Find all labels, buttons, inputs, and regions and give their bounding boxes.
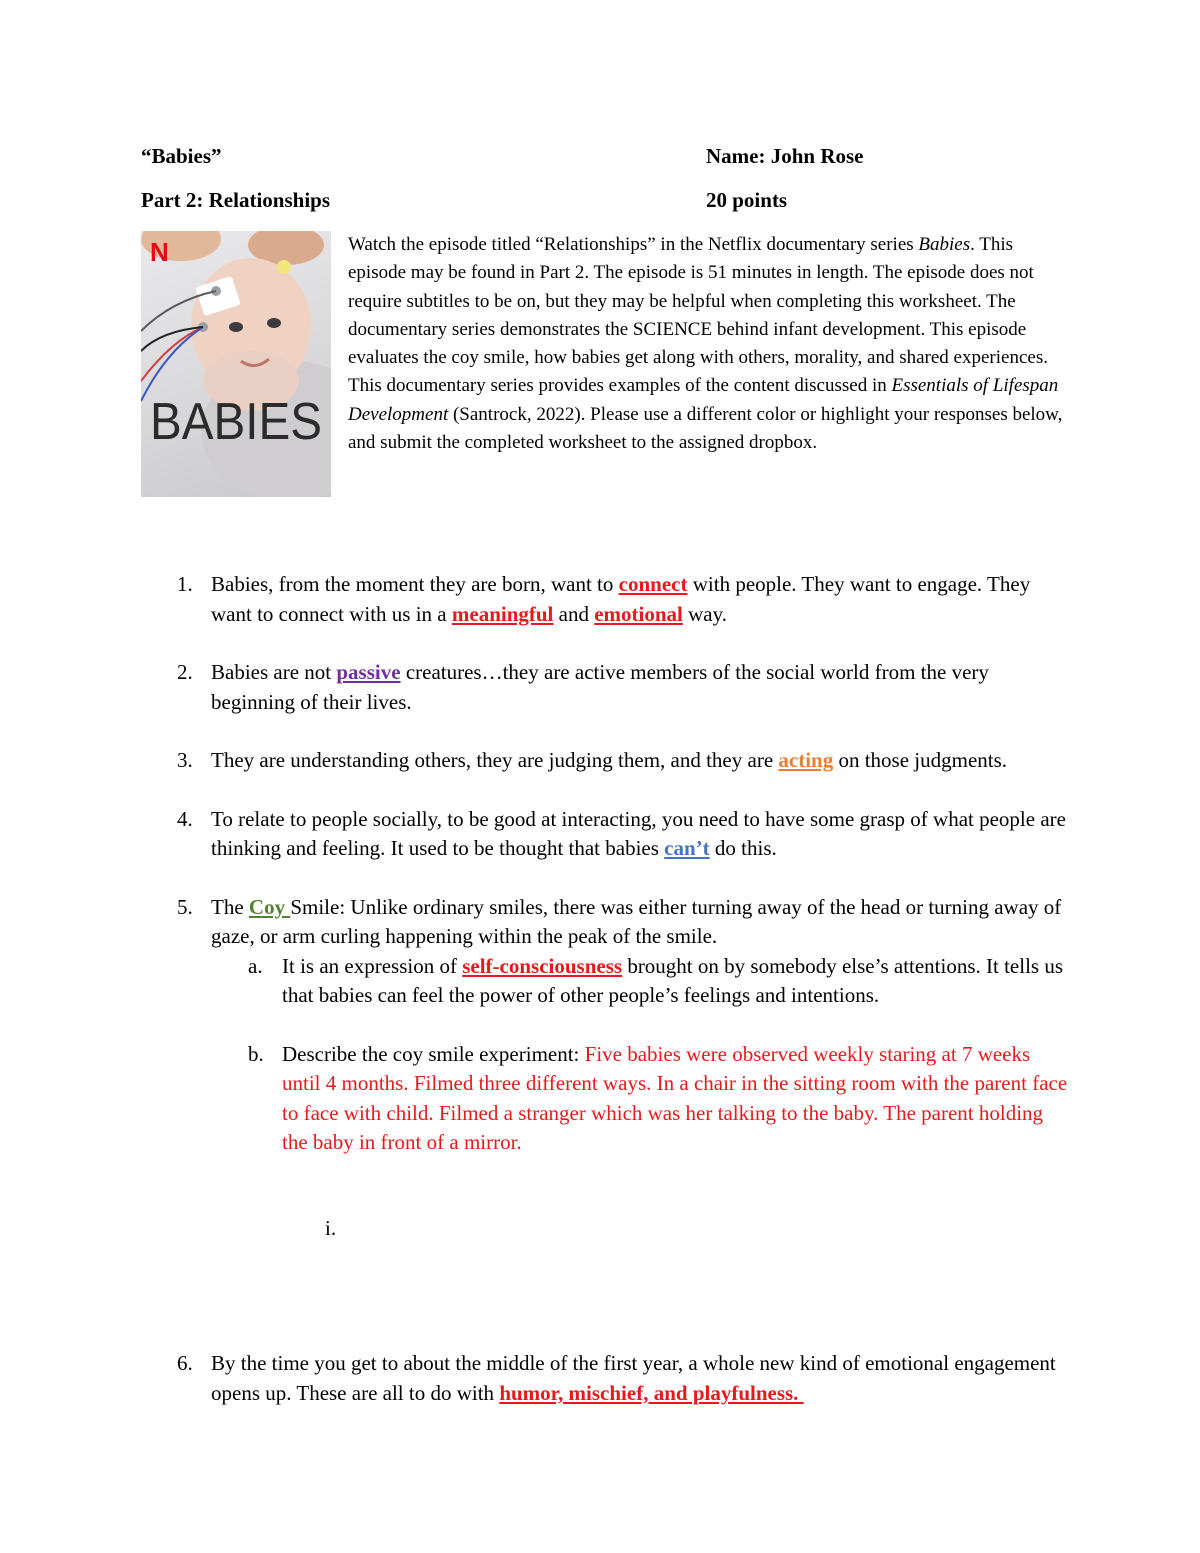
textbook-title: Essentials of Lifespan Development	[348, 375, 1059, 425]
question-text: Smile: Unlike ordinary smiles, there was either turning away of the head or turning away of gaze, or arm curling happening within the peak of the smile.	[211, 894, 1062, 948]
question-text: To relate to people socially, to be good at interacting, you need to have some grasp of what people are thinking and feeling. It used to be thought that babies	[211, 806, 1066, 860]
question-6	[172, 1349, 1072, 1408]
babies-poster-image	[141, 231, 331, 497]
question-2	[172, 658, 1072, 717]
answer-connect[interactable]: connect	[618, 572, 688, 596]
baby-eye-left	[229, 322, 243, 332]
question-text: By the time you get to about the middle of the first year, a whole new kind of emotional engagement opens up. These are all to do with	[211, 1351, 1056, 1405]
yellow-sensor	[277, 260, 291, 274]
poster-title: BABIES	[150, 393, 322, 451]
question-list	[172, 570, 1072, 1158]
question-number: 6.	[177, 1351, 193, 1375]
series-title: Babies	[918, 234, 971, 255]
question-number: 5.	[177, 894, 193, 919]
question-5a	[211, 952, 1072, 1011]
student-name: Name: John Rose	[706, 144, 864, 168]
question-text: creatures…they are active members of the social world from the very beginning of their lives.	[211, 660, 989, 714]
answer-humor-mischief-playfulness[interactable]: humor, mischief, and playfulness.	[499, 1380, 804, 1405]
question-3	[172, 746, 1072, 776]
answer-self-consciousness[interactable]: self-consciousness	[462, 953, 623, 978]
answer-experiment-description[interactable]: Five babies were observed weekly staring at 7 weeks until 4 months. Filmed three different ways. In a chair in the sitting room with the parent face to face with child. Filmed a stranger which was her talking to the baby. The parent holding the baby in front of a mirror.	[282, 1041, 1068, 1154]
question-text: They are understanding others, they are judging them, and they are	[211, 748, 779, 772]
answer-coy[interactable]: Coy	[248, 894, 291, 919]
sub-sub-label: i.	[325, 1216, 337, 1240]
question-text: Babies are not	[211, 660, 337, 684]
worksheet-title: “Babies”	[141, 144, 222, 168]
question-6-wrapper	[172, 1349, 1072, 1437]
question-text: The	[211, 894, 249, 919]
points-label: 20 points	[706, 188, 788, 212]
question-text: do this.	[709, 836, 777, 860]
netflix-logo: N	[150, 237, 169, 267]
answer-cant[interactable]: can’t	[664, 836, 710, 860]
question-text: and	[553, 601, 595, 626]
sub-label: b.	[248, 1041, 264, 1066]
answer-emotional[interactable]: emotional	[594, 601, 683, 626]
intro-text-1: Watch the episode titled “Relationships” in the Netflix documentary series	[348, 234, 919, 255]
question-text: Babies, from the moment they are born, want to	[211, 572, 619, 596]
intro-paragraph	[348, 231, 1068, 457]
question-text: brought on by somebody else’s attentions. It tells us that babies can feel the power of other people’s feelings and intentions.	[282, 953, 1064, 1007]
answer-passive[interactable]: passive	[336, 660, 401, 684]
question-number: 3.	[177, 748, 193, 772]
question-number: 1.	[177, 572, 193, 596]
question-4	[172, 805, 1072, 864]
question-text: way.	[682, 601, 727, 626]
question-number: 2.	[177, 660, 193, 684]
poster-artwork	[141, 231, 331, 497]
question-text: It is an expression of	[282, 953, 463, 978]
question-5	[172, 893, 1072, 1158]
question-text: Describe the coy smile experiment:	[282, 1041, 585, 1066]
question-text: with people. They want to engage. They want to connect with us in a	[211, 572, 1031, 626]
baby-eye-right	[267, 318, 281, 328]
question-text: on those judgments.	[833, 748, 1008, 772]
sub-label: a.	[248, 953, 263, 978]
answer-acting[interactable]: acting	[778, 748, 834, 772]
intro-text-3: (Santrock, 2022). Please use a different color or highlight your responses below, and submit the completed worksheet to the assigned dropbox.	[348, 403, 1063, 454]
question-5b	[211, 1040, 1072, 1158]
intro-text-2: . This episode may be found in Part 2. The episode is 51 minutes in length. The episode does not require subtitles to be on, but they may be helpful when completing this worksheet. The documentary series demonstrates the SCIENCE behind infant development. This episode evaluates the coy smile, how babies get along with others, morality, and shared experiences. This documentary series provides examples of the content discussed in	[348, 234, 1048, 397]
part-title: Part 2: Relationships	[141, 188, 330, 212]
question-number: 4.	[177, 806, 193, 831]
answer-meaningful[interactable]: meaningful	[451, 601, 554, 626]
question-1	[172, 570, 1072, 629]
